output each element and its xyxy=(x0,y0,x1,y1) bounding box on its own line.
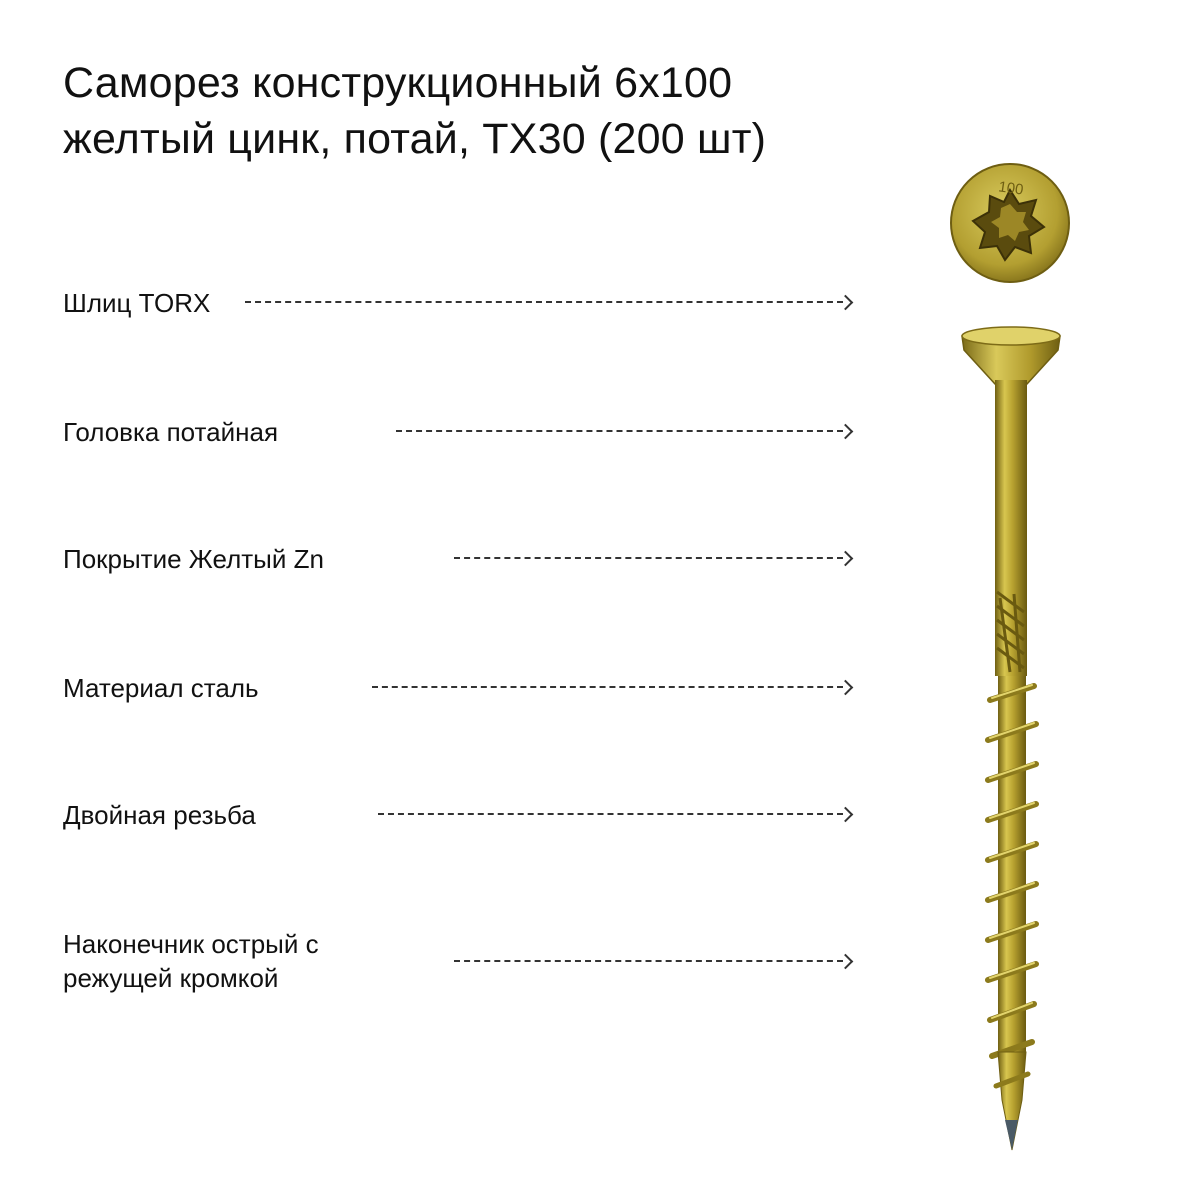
product-title-line-2: желтый цинк, потай, TX30 (200 шт) xyxy=(63,115,767,163)
feature-label-line-2: режущей кромкой xyxy=(63,963,279,993)
screw-head-top-view-icon xyxy=(951,164,1069,282)
screw-side-view-icon xyxy=(962,327,1060,1150)
feature-label: Шлиц TORX xyxy=(63,288,211,318)
feature-label: Двойная резьба xyxy=(63,800,256,830)
feature-label-line-1: Наконечник острый с xyxy=(63,929,319,959)
product-title-line-1: Саморез конструкционный 6х100 xyxy=(63,59,733,107)
feature-label: Головка потайная xyxy=(63,417,279,447)
screw-head-marking: 100 xyxy=(997,178,1025,199)
feature-label: Материал сталь xyxy=(63,673,259,703)
feature-label: Покрытие Желтый Zn xyxy=(63,544,324,574)
